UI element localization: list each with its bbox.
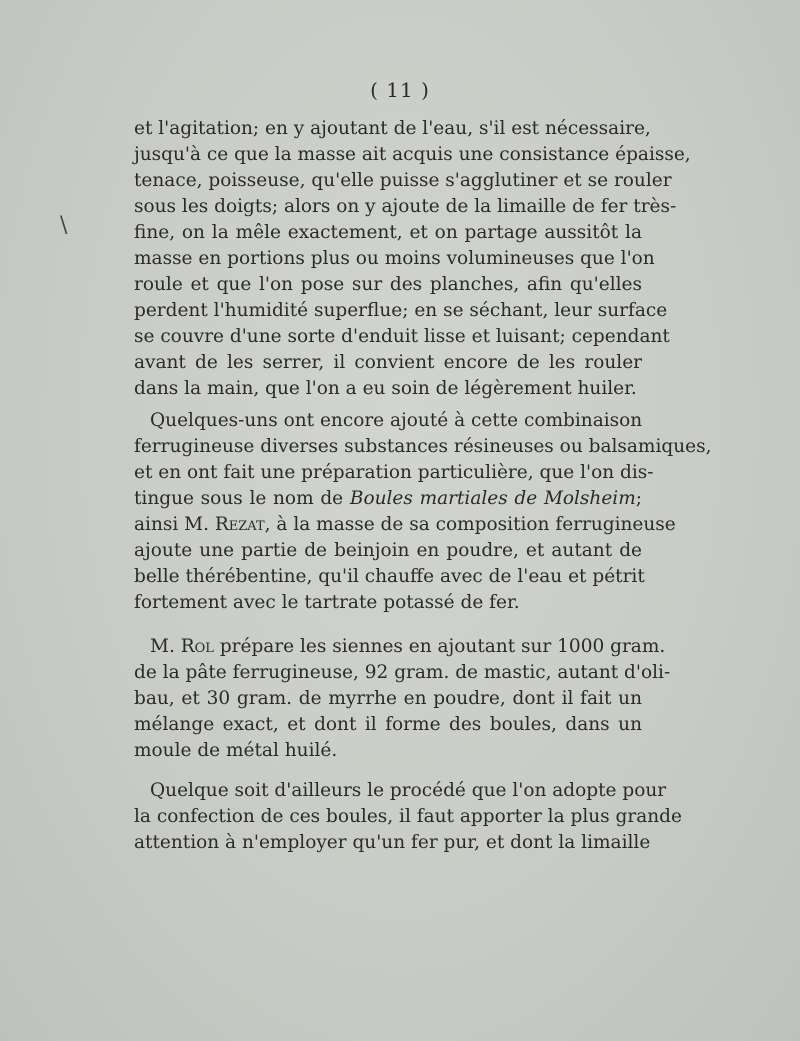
text-line: Quelque soit d'ailleurs le procédé que l'on adopte pour [150,780,667,801]
text-line: masse en portions plus ou moins volumineuses que l'on [134,248,655,269]
text-line: dans la main, que l'on a eu soin de légèrement huiler. [134,378,637,399]
paragraph-1 [134,116,691,402]
text-run: , à la masse de sa composition ferrugineuse [264,514,676,535]
text-line: tenace, poisseuse, qu'elle puisse s'agglutiner et se rouler [134,170,672,191]
author-name: Rol [180,636,214,657]
text-line: ajoute une partie de beinjoin en poudre, et autant de [134,540,642,561]
margin-mark: \ [60,213,68,238]
text-line: Quelques-uns ont encore ajouté à cette combinaison [150,410,643,431]
text-line: la confection de ces boules, il faut apporter la plus grande [134,806,682,827]
text-line: roule et que l'on pose sur des planches, afin qu'elles [134,274,642,295]
text-line: belle thérébentine, qu'il chauffe avec de l'eau et pétrit [134,566,645,587]
text-line: mélange exact, et dont il forme des boules, dans un [134,714,642,735]
text-line: bau, et 30 gram. de myrrhe en poudre, dont il fait un [134,688,642,709]
text-run: ; [635,488,642,509]
text-run: M. [150,636,181,657]
text-line: fine, on la mêle exactement, et on partage aussitôt la [134,222,642,243]
paragraph-4 [134,778,682,856]
text-line: jusqu'à ce que la masse ait acquis une consistance épaisse, [134,144,691,165]
text-line: attention à n'employer qu'un fer pur, et dont la limaille [134,832,651,853]
text-line: ferrugineuse diverses substances résineuses ou balsamiques, [134,436,712,457]
text-line: et l'agitation; en y ajoutant de l'eau, s'il est nécessaire, [134,118,651,139]
text-line: avant de les serrer, il convient encore de les rouler [134,352,642,373]
text-line: de la pâte ferrugineuse, 92 gram. de mastic, autant d'oli- [134,662,671,683]
text-line: fortement avec le tartrate potassé de fer. [134,592,520,613]
text-line: et en ont fait une préparation particulière, que l'on dis- [134,462,654,483]
remedy-name: Boules martiales de Molsheim [349,488,636,509]
author-name: Rezat [214,514,265,535]
text-run: tingue sous le nom de [134,488,350,509]
text-line: sous les doigts; alors on y ajoute de la limaille de fer très- [134,196,677,217]
text-line [134,512,676,538]
text-line: perdent l'humidité superflue; en se séchant, leur surface [134,300,668,321]
paragraph-3 [134,634,671,764]
paragraph-2 [134,408,712,616]
text-run: prépare les siennes en ajoutant sur 1000 gram. [213,636,666,657]
text-line [134,634,666,660]
page-number: ( 11 ) [370,78,430,102]
text-run: ainsi M. [134,514,215,535]
text-line: se couvre d'une sorte d'enduit lisse et luisant; cependant [134,326,670,347]
text-line: moule de métal huilé. [134,740,338,761]
text-line [134,486,642,512]
